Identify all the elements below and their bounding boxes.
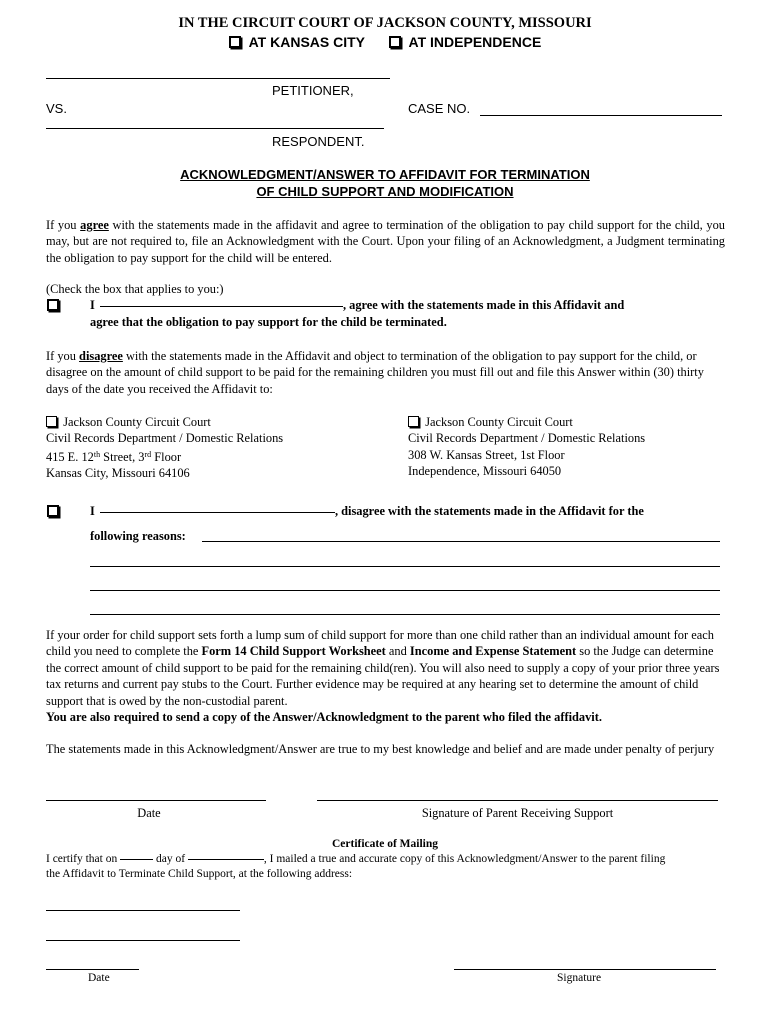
document-title-line-1: ACKNOWLEDGMENT/ANSWER TO AFFIDAVIT FOR TERMINATION (180, 167, 590, 182)
disagree-prefix: I (90, 504, 95, 518)
court-title: IN THE CIRCUIT COURT OF JACKSON COUNTY, MISSOURI (178, 15, 592, 31)
certificate-date-label: Date (88, 972, 110, 984)
ind-street: 308 W. Kansas Street, 1st Floor (408, 447, 565, 462)
certificate-month-field[interactable] (188, 859, 264, 860)
signature-label: Signature of Parent Receiving Support (421, 806, 614, 820)
independence-label: AT INDEPENDENCE (408, 34, 542, 50)
document-title-line-2: OF CHILD SUPPORT AND MODIFICATION (256, 184, 514, 199)
certificate-heading: Certificate of Mailing (331, 838, 438, 850)
lump-sum-instructions: If your order for child support sets forth a lump sum of child support for more than one child rather than an individual amount for each child you need to complete the Form 14 Child Support Worksheet and Income and Expense Statement so the Judge can determine the correct amount of child support to be paid for the remaining child(ren). You will also need to supply a copy of your prior three years tax returns and current pay stubs to the Court. Further evidence may be required at any hearing set to determine the amount of child support that is owed by the non-custodial parent. You are also required to send a copy of the Answer/Acknowledgment to the parent who filed the affidavit. (46, 628, 720, 725)
certificate-line-1: I certify that on day of , I mailed a true and accurate copy of this Acknowledgment/Answer to the parent filing (46, 853, 666, 865)
signature-field[interactable] (317, 800, 718, 801)
petitioner-name-field[interactable] (46, 78, 390, 79)
check-instruction: (Check the box that applies to you:) (46, 282, 224, 296)
certificate-signature-label: Signature (557, 972, 602, 984)
income-expense-reference: Income and Expense Statement (409, 644, 577, 659)
agree-suffix: , agree with the statements made in this Affidavit and (342, 298, 625, 312)
kansas-city-address (46, 414, 283, 482)
respondent-label: RESPONDENT. (272, 134, 365, 149)
document-title (0, 166, 770, 200)
certificate-date-field[interactable] (46, 969, 139, 970)
agree-instructions (46, 217, 725, 266)
reasons-line-3[interactable] (90, 590, 720, 591)
certificate-signature-field[interactable] (454, 969, 716, 970)
send-copy-notice: You are also required to send a copy of the Answer/Acknowledgment to the parent who filed the affidavit. (46, 710, 602, 725)
disagree-name-field[interactable] (100, 512, 335, 513)
date-field[interactable] (46, 800, 266, 801)
vs-label: VS. (46, 101, 67, 116)
kc-city: Kansas City, Missouri 64106 (46, 466, 190, 481)
case-no-label: CASE NO. (408, 101, 471, 116)
kansas-city-label: AT KANSAS CITY (248, 34, 365, 50)
disagree-checkbox[interactable] (47, 505, 59, 517)
court-location-row (0, 34, 770, 50)
perjury-statement: The statements made in this Acknowledgment/Answer are true to my best knowledge and belief and are made under penalty of perjury (46, 742, 715, 756)
kc-department: Civil Records Department / Domestic Relations (46, 431, 284, 446)
disagree-option-line-1 (90, 504, 644, 519)
mailing-address-line-1[interactable] (46, 910, 240, 911)
ind-city: Independence, Missouri 64050 (408, 464, 562, 479)
kansas-city-checkbox[interactable] (229, 36, 241, 48)
agree-prefix: I (90, 298, 95, 312)
reasons-line-4[interactable] (90, 614, 720, 615)
mailing-address-line-2[interactable] (46, 940, 240, 941)
agree-option-line-2: agree that the obligation to pay support for the child be terminated. (90, 315, 447, 329)
agree-keyword: agree (80, 218, 109, 232)
agree-checkbox[interactable] (47, 299, 59, 311)
kansas-city-address-checkbox[interactable] (46, 416, 57, 427)
kc-court-name: Jackson County Circuit Court (63, 415, 211, 429)
disagree-suffix: , disagree with the statements made in the Affidavit for the (334, 504, 644, 518)
certificate-day-field[interactable] (120, 859, 153, 860)
agree-intro-rest: with the statements made in the affidavit and agree to termination of the obligation to pay child support for the child, you may, but are not required to, file an Acknowledgment with the Court. Upon your filing of an Acknowledgment, a Judgment terminating the obligation to pay support for the child will be entered. (46, 218, 725, 265)
disagree-intro-rest: with the statements made in the Affidavit and object to termination of the obligation to pay support for the child, or disagree on the amount of child support to be paid for the remaining children you must fill out and file this Answer within (30) thirty days of the date you received the Affidavit to: (46, 349, 704, 396)
form-14-reference: Form 14 Child Support Worksheet (201, 644, 386, 659)
independence-checkbox[interactable] (389, 36, 401, 48)
respondent-name-field[interactable] (46, 128, 384, 129)
disagree-keyword: disagree (79, 349, 123, 363)
certificate-line-2: the Affidavit to Terminate Child Support, at the following address: (46, 868, 353, 880)
agree-intro-start: If you (46, 218, 81, 232)
reasons-line-2[interactable] (90, 566, 720, 567)
petitioner-label: PETITIONER, (272, 83, 354, 98)
agree-option-line-1 (90, 298, 624, 313)
date-label: Date (137, 806, 161, 820)
case-no-field[interactable] (480, 115, 722, 116)
kc-street: 415 E. 12th Street, 3rd Floor (46, 449, 182, 464)
agree-name-field[interactable] (100, 306, 343, 307)
reasons-label: following reasons: (90, 529, 186, 543)
ind-department: Civil Records Department / Domestic Relations (408, 431, 646, 446)
independence-address (408, 414, 645, 480)
reasons-line-1[interactable] (202, 541, 720, 542)
independence-address-checkbox[interactable] (408, 416, 419, 427)
disagree-intro-start: If you (46, 349, 80, 363)
ind-court-name: Jackson County Circuit Court (425, 415, 573, 429)
disagree-instructions (46, 348, 725, 397)
